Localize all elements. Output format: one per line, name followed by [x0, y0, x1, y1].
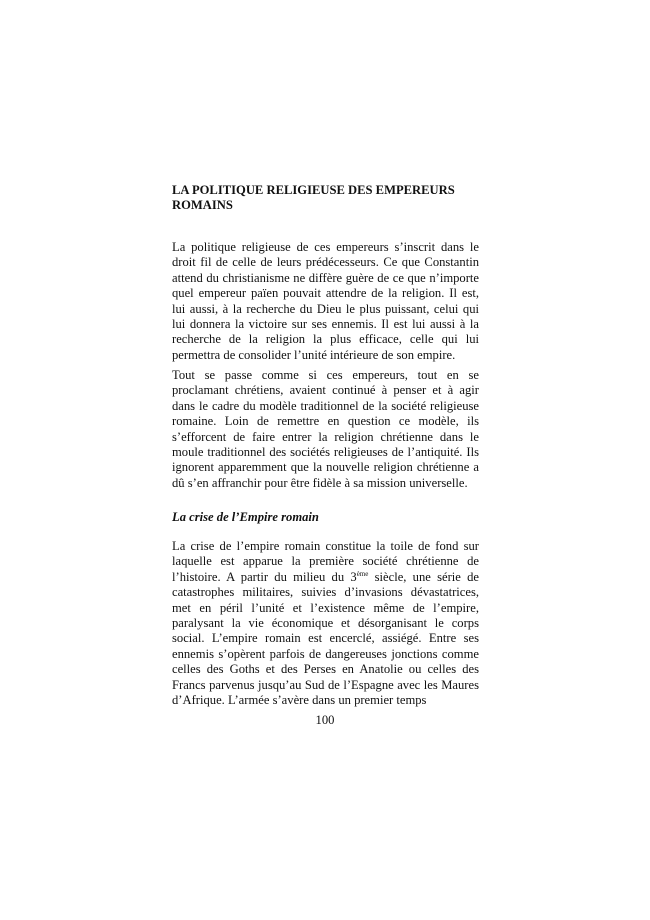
section-heading: LA POLITIQUE RELIGIEUSE DES EMPEREURS ROMAINS [172, 183, 455, 213]
page-number: 100 [315, 713, 335, 727]
paragraph-2: Tout se passe comme si ces empereurs, tout en se proclamant chrétiens, avaient continué à penser et à agir dans le cadre du modèle traditionnel de la société religieuse romaine. Loin de remettre en question ce modèle, ils s’efforcent de faire entrer la religion chrétienne dans le moule traditionnel des sociétés religieuses de l’antiquité. Ils ignorent apparemment que la nouvelle religion chrétienne a dû s’en affranchir pour être fidèle à sa mission universelle. [172, 368, 479, 490]
paragraph-3 [172, 539, 479, 708]
subsection-heading: La crise de l’Empire romain [172, 510, 319, 524]
paragraph-3-rest: siècle, une série de catastrophes militaires, suivies d’invasions dévastatrices, met en péril l’unité et l’existence même de l’empire, paralysant la vie économique et désorganisant le corps social. L’empire romain est encerclé, assiégé. Entre ses ennemis s’opèrent parfois de dangereuses jonctions comme celles des Goths et des Perses en Anatolie ou celles des Francs parvenus jusqu’au Sud de l’Espagne avec les Maures d’Afrique. L’armée s’avère dans un premier temps [172, 569, 479, 708]
paragraph-1: La politique religieuse de ces empereurs s’inscrit dans le droit fil de celle de leurs prédécesseurs. Ce que Constantin attend du christianisme ne diffère guère de ce que n’importe quel empereur païen pouvait attendre de la religion. Il est, lui aussi, à la recherche du Dieu le plus puissant, celui qui lui donnera la victoire sur ses ennemis. Il est lui aussi à la recherche de la religion la plus efficace, celle qui lui permettra de consolider l’unité intérieure de son empire. [172, 240, 479, 362]
ordinal-superscript: ème [356, 569, 369, 578]
paragraph-3-start: La crise de l’empire romain constitue la toile de fond sur laquelle est apparue la première société chrétienne de l’histoire. A partir du milieu du 3 [172, 539, 479, 584]
